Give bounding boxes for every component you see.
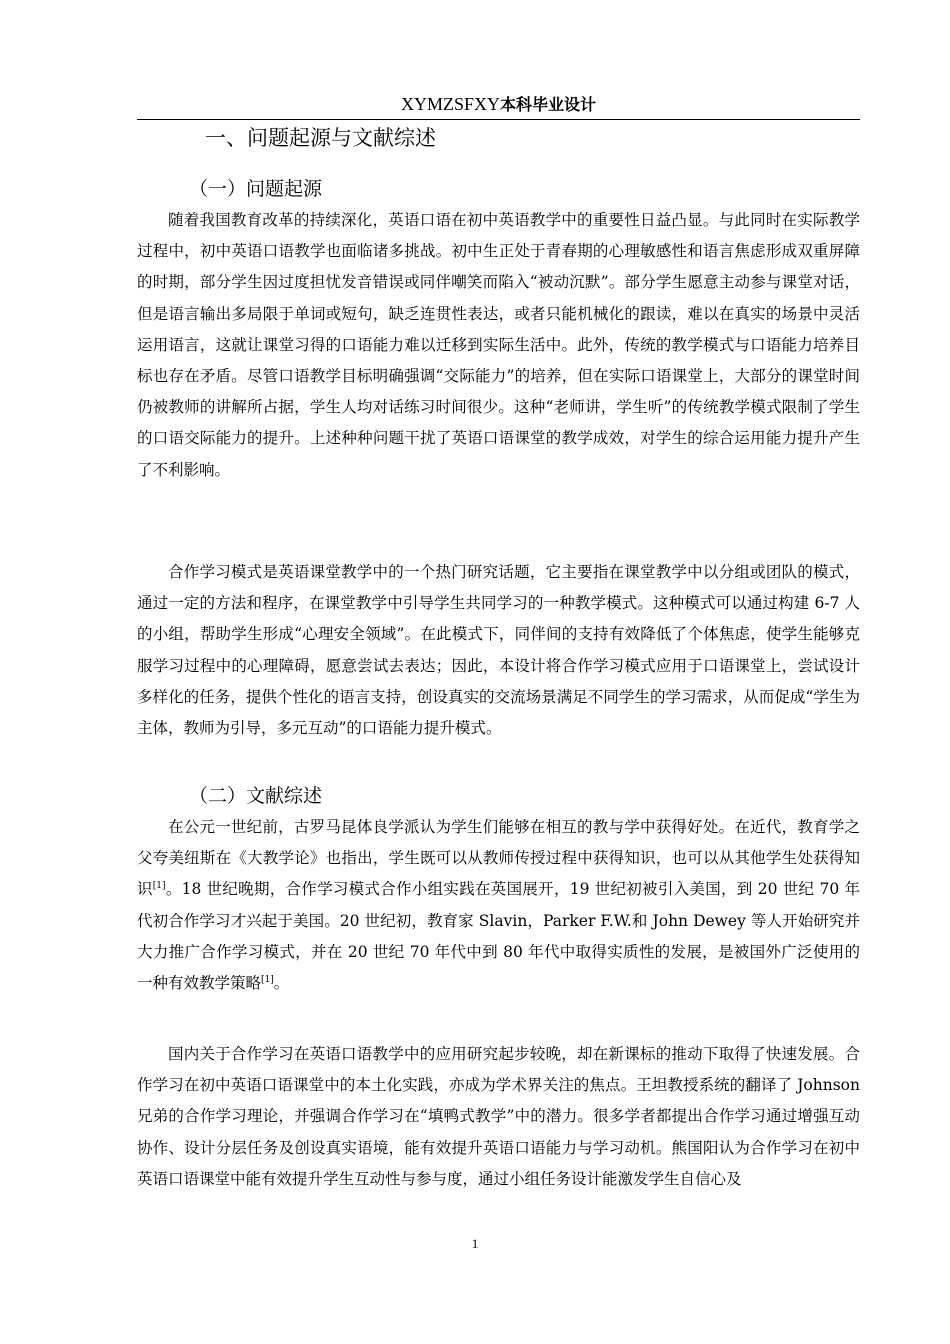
review-1-text-b: 。18 世纪晚期，合作学习模式合作小组实践在英国展开，19 世纪初被引入美国，到 20 世纪 70 年代初合作学习才兴起于美国。20 世纪初，教育家 Slavin，Parker F.W.和 John Dewey 等人开始研究并大力推广合作学习模式，并在 20 世纪 70 年代中到 80 年代中取得实质性的发展，是被国外广泛使用的一种有效教学策略 xyxy=(137,880,860,993)
chapter-title: 一、问题起源与文献综述 xyxy=(205,126,436,150)
header-title: 本科毕业设计 xyxy=(500,95,597,114)
review-1-text-c: 。 xyxy=(273,974,290,993)
citation-ref-2: [1] xyxy=(261,974,274,985)
paragraph-origin-1: 随着我国教育改革的持续深化，英语口语在初中英语教学中的重要性日益凸显。与此同时在实际教学过程中，初中英语口语教学也面临诸多挑战。初中生正处于青春期的心理敏感性和语言焦虑形成双重屏障的时期，部分学生因过度担忧发音错误或同伴嘲笑而陷入“被动沉默”。部分学生愿意主动参与课堂对话，但是语言输出多局限于单词或短句，缺乏连贯性表达，或者只能机械化的跟读，难以在真实的场景中灵活运用语言，这就让课堂习得的口语能力难以迁移到实际生活中。此外，传统的教学模式与口语能力培养目标也存在矛盾。尽管口语教学目标明确强调“交际能力”的培养，但在实际口语课堂上，大部分的课堂时间仍被教师的讲解所占据，学生人均对话练习时间很少。这种“老师讲，学生听”的传统教学模式限制了学生的口语交际能力的提升。上述种种问题干扰了英语口语课堂的教学成效，对学生的综合运用能力提升产生了不利影响。 xyxy=(137,211,860,479)
header-prefix: XYMZSFXY xyxy=(400,94,500,114)
section-title-review: （二）文献综述 xyxy=(189,785,323,807)
paragraph-origin-2: 合作学习模式是英语课堂教学中的一个热门研究话题，它主要指在课堂教学中以分组或团队的模式，通过一定的方法和程序，在课堂教学中引导学生共同学习的一种教学模式。这种模式可以通过构建 6-7 人的小组，帮助学生形成“心理安全领域”。在此模式下，同伴间的支持有效降低了个体焦虑，使学生能够克服学习过程中的心理障碍，愿意尝试去表达；因此，本设计将合作学习模式应用于口语课堂上，尝试设计多样化的任务，提供个性化的语言支持，创设真实的交流场景满足不同学生的学习需求，从而促成“学生为主体，教师为引导，多元互动”的口语能力提升模式。 xyxy=(137,563,860,738)
page-number: 1 xyxy=(471,1236,479,1251)
citation-ref-1: [1] xyxy=(152,881,166,892)
section-title-origin: （一）问题起源 xyxy=(189,178,323,200)
page-header xyxy=(137,92,860,116)
review-1-text-a: 在公元一世纪前，古罗马昆体良学派认为学生们能够在相互的教与学中获得好处。在近代，教育学之父夸美纽斯在《大教学论》也指出，学生既可以从教师传授过程中获得知识，也可以从其他学生处获得知识 xyxy=(137,818,860,899)
paragraph-review-2: 国内关于合作学习在英语口语教学中的应用研究起步较晚，却在新课标的推动下取得了快速发展。合作学习在初中英语口语课堂中的本土化实践，亦成为学术界关注的焦点。王坦教授系统的翻译了 Johnson 兄弟的合作学习理论，并强调合作学习在“填鸭式教学”中的潜力。很多学者都提出合作学习通过增强互动协作、设计分层任务及创设真实语境，能有效提升英语口语能力与学习动机。熊国阳认为合作学习在初中英语口语课堂中能有效提升学生互动性与参与度，通过小组任务设计能激发学生自信心及 xyxy=(137,1045,860,1188)
header-rule xyxy=(137,119,860,120)
paragraph-review-1 xyxy=(137,812,860,999)
